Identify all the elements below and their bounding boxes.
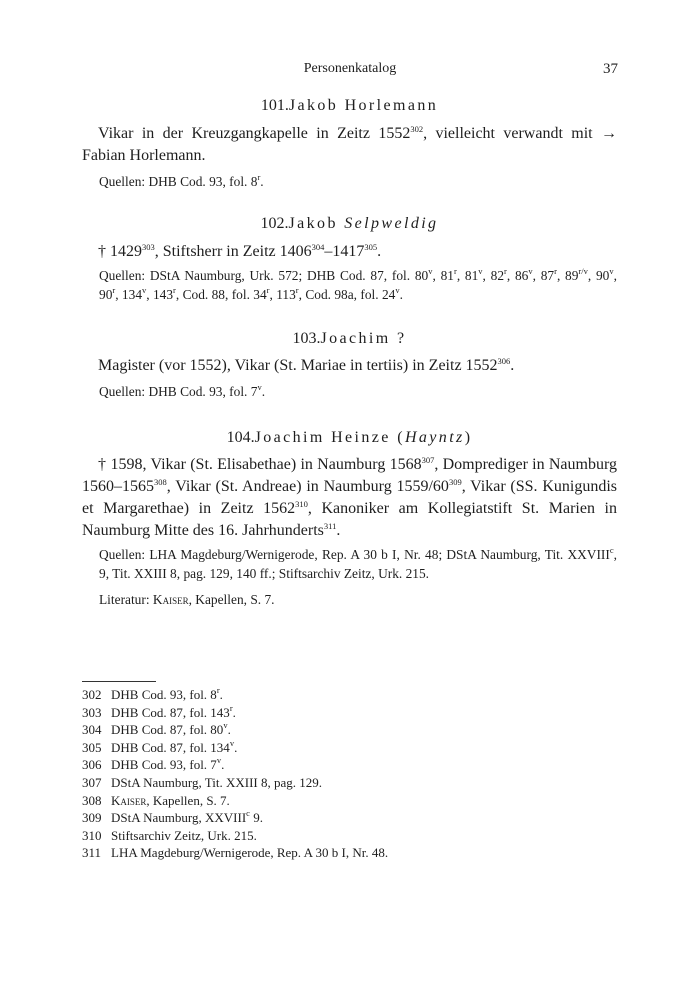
- entry-sources-102: [99, 266, 617, 304]
- superscript: r: [295, 285, 299, 295]
- text-run: DHB Cod. 93, fol. 8: [111, 687, 217, 702]
- superscript: 303: [142, 242, 155, 252]
- footnote-text: [111, 793, 230, 808]
- footnote-number: 311: [82, 845, 102, 861]
- footnote-number: 310: [82, 827, 102, 843]
- footnote-text: [111, 828, 257, 843]
- superscript: v: [142, 285, 147, 295]
- text-run: , vielleicht verwandt mit → Fabian Horlemann.: [82, 125, 617, 164]
- footnote-text: [111, 722, 231, 737]
- page-number: 37: [603, 61, 618, 77]
- superscript: r/v: [578, 266, 588, 276]
- text-run: DHB Cod. 93, fol. 7: [111, 757, 217, 773]
- entry-sources-103: [99, 382, 617, 401]
- footnote-text: [111, 757, 224, 772]
- superscript: 309: [448, 477, 462, 487]
- superscript: r: [504, 266, 507, 276]
- text-run: .: [261, 384, 266, 399]
- superscript: r: [173, 285, 176, 295]
- entry-name-italic: Selpweldig: [344, 215, 439, 232]
- footnote-number: 305: [82, 739, 102, 755]
- entry-number: 102.: [260, 215, 289, 232]
- footnote-text: [111, 845, 388, 860]
- entry-name: Jakob: [288, 215, 345, 232]
- text-run: , 81: [456, 268, 479, 283]
- superscript: c: [246, 808, 250, 819]
- text-run: † 1598, Vikar (St. Elisabethae) in Naumburg 1568: [98, 456, 422, 473]
- entry-name-italic: Hayntz: [404, 429, 465, 446]
- text-run: .: [227, 722, 231, 738]
- footnote-307: [82, 774, 617, 792]
- superscript: r: [112, 285, 116, 295]
- superscript: 304: [311, 242, 325, 252]
- superscript: r: [266, 285, 270, 295]
- superscript: v: [229, 737, 235, 748]
- text-run: Quellen: DStA Naumburg, Urk. 572; DHB Cod. 87, fol. 80: [99, 268, 429, 283]
- superscript: v: [216, 755, 222, 766]
- footnote-text: [111, 702, 236, 720]
- entry-body-101: [82, 123, 617, 167]
- text-run: Magister (vor 1552), Vikar (St. Mariae in tertiis) in Zeitz 1552: [98, 357, 498, 374]
- text-run: DStA Naumburg, Tit. XXIII 8, pag. 129.: [111, 774, 323, 790]
- superscript: v: [478, 266, 483, 276]
- superscript: r: [554, 266, 557, 276]
- text-run: , Vikar (St. Andreae) in Naumburg 1559/60: [166, 478, 449, 495]
- text-run: Literatur:: [99, 592, 153, 607]
- text-run: , 81: [432, 268, 454, 283]
- footnote-305: [82, 739, 617, 757]
- footnote-number: 309: [82, 810, 102, 826]
- footnote-308: [82, 792, 617, 810]
- text-run: .: [219, 687, 223, 702]
- superscript: 305: [364, 242, 378, 252]
- text-run: –1417: [324, 243, 365, 260]
- footnotes: [82, 686, 617, 862]
- text-run: 9.: [249, 810, 263, 826]
- text-run: LHA Magdeburg/Wernigerode, Rep. A 30 b I, Nr. 48.: [111, 845, 389, 861]
- text-run: DHB Cod. 87, fol. 80: [111, 722, 224, 738]
- text-run: , Kapellen, S. 7.: [146, 792, 230, 808]
- text-run: , 86: [506, 268, 529, 283]
- entry-sources-101: [99, 172, 617, 191]
- entry-body-103: [82, 355, 617, 377]
- footnote-304: [82, 721, 617, 739]
- footnote-number: 303: [82, 704, 102, 720]
- entry-name: Joachim ?: [320, 330, 407, 347]
- entry-body-102: [82, 241, 617, 263]
- footnote-rule: [82, 681, 156, 682]
- text-run: , 90: [587, 268, 610, 283]
- text-run: , 89: [556, 268, 579, 283]
- text-run: , Stiftsherr in Zeitz 1406: [154, 243, 312, 260]
- footnote-306: [82, 756, 617, 774]
- superscript: v: [395, 285, 400, 295]
- footnote-number: 308: [82, 792, 102, 808]
- superscript: 308: [154, 477, 167, 487]
- text-run: .: [221, 757, 225, 773]
- entry-literature-104: [99, 590, 617, 609]
- text-run: Quellen: DHB Cod. 93, fol. 7: [99, 384, 258, 399]
- footnote-text: [111, 687, 223, 702]
- footnote-number: 306: [82, 757, 102, 773]
- text-run: , Cod. 88, fol. 34: [175, 287, 267, 302]
- footnote-number: 307: [82, 774, 102, 790]
- text-run: , Vikar (SS. Kunigundis et Margarethae) in Zeitz 1562: [82, 478, 617, 517]
- text-run: .: [260, 174, 264, 189]
- superscript: r: [216, 685, 220, 695]
- text-run: .: [399, 287, 403, 302]
- text-run: .: [232, 704, 236, 720]
- text-run: DHB Cod. 87, fol. 143: [111, 704, 230, 720]
- superscript: r: [257, 172, 261, 182]
- footnote-text: [111, 737, 238, 755]
- footnote-text: [111, 810, 263, 825]
- text-run: , 87: [532, 268, 555, 283]
- author-name: Kaiser: [152, 592, 189, 607]
- text-run: , Kapellen, S. 7.: [188, 592, 275, 607]
- superscript: 311: [323, 521, 337, 531]
- superscript: v: [609, 266, 614, 276]
- superscript: 306: [497, 356, 511, 366]
- superscript: 310: [295, 499, 308, 509]
- author-name: Kaiser: [111, 792, 147, 808]
- text-run: .: [377, 243, 382, 260]
- text-run: Vikar in der Kreuzgangkapelle in Zeitz 1552: [98, 125, 411, 142]
- superscript: r: [453, 266, 457, 276]
- footnote-309: [82, 809, 617, 827]
- text-run: , Kanoniker am Kollegiatstift St. Marien in Naumburg Mitte des 16. Jahrhunderts: [82, 500, 617, 539]
- text-run: , 134: [115, 287, 143, 302]
- entry-title-101: [82, 96, 617, 116]
- superscript: 302: [410, 124, 424, 134]
- entry-sources-104: [99, 545, 617, 583]
- text-run: , 113: [269, 287, 296, 302]
- superscript: r: [229, 702, 233, 713]
- superscript: c: [609, 545, 614, 555]
- text-run: , 82: [482, 268, 505, 283]
- text-run: , Cod. 98a, fol. 24: [298, 287, 396, 302]
- entry-body-104: [82, 454, 617, 542]
- text-run: , 90: [99, 268, 617, 302]
- text-run: .: [510, 357, 515, 374]
- entry-name-paren-open: (: [390, 429, 405, 446]
- text-run: Quellen: DHB Cod. 93, fol. 8: [99, 174, 258, 189]
- footnote-number: 302: [82, 687, 102, 702]
- entry-title-102: [82, 214, 617, 234]
- entry-name-paren-close: ): [464, 429, 473, 446]
- superscript: v: [223, 720, 228, 731]
- footnote-310: [82, 827, 617, 845]
- text-run: DHB Cod. 87, fol. 134: [111, 739, 230, 755]
- entry-number: 101.: [260, 97, 289, 114]
- superscript: v: [428, 266, 433, 276]
- entry-number: 103.: [292, 330, 321, 347]
- entry-name: Jakob Horlemann: [288, 97, 439, 114]
- text-run: , 9, Tit. XXIII 8, pag. 129, 140 ff.; Stiftsarchiv Zeitz, Urk. 215.: [99, 547, 617, 581]
- footnote-text: [111, 775, 322, 790]
- footnote-303: [82, 704, 617, 722]
- entry-title-103: [82, 329, 617, 349]
- text-run: DStA Naumburg, XXVIII: [111, 810, 247, 826]
- text-run: , Domprediger in Naumburg 1560–1565: [82, 456, 617, 495]
- text-run: .: [336, 522, 341, 539]
- text-run: .: [234, 739, 238, 755]
- running-head-title: Personenkatalog: [303, 61, 397, 76]
- text-run: † 1429: [98, 243, 142, 260]
- text-run: Stiftsarchiv Zeitz, Urk. 215.: [111, 827, 257, 843]
- text-run: Quellen: LHA Magdeburg/Wernigerode, Rep. A 30 b I, Nr. 48; DStA Naumburg, Tit. XXVIII: [99, 547, 610, 562]
- footnote-311: [82, 844, 617, 862]
- entry-name: Joachim Heinze: [254, 429, 391, 446]
- superscript: v: [257, 382, 262, 392]
- text-run: , 143: [146, 287, 174, 302]
- entry-number: 104.: [226, 429, 255, 446]
- superscript: 307: [421, 455, 435, 465]
- footnote-number: 304: [82, 722, 102, 738]
- entry-title-104: [82, 428, 617, 448]
- running-head: [0, 61, 700, 81]
- superscript: v: [528, 266, 533, 276]
- footnote-302: [82, 686, 617, 704]
